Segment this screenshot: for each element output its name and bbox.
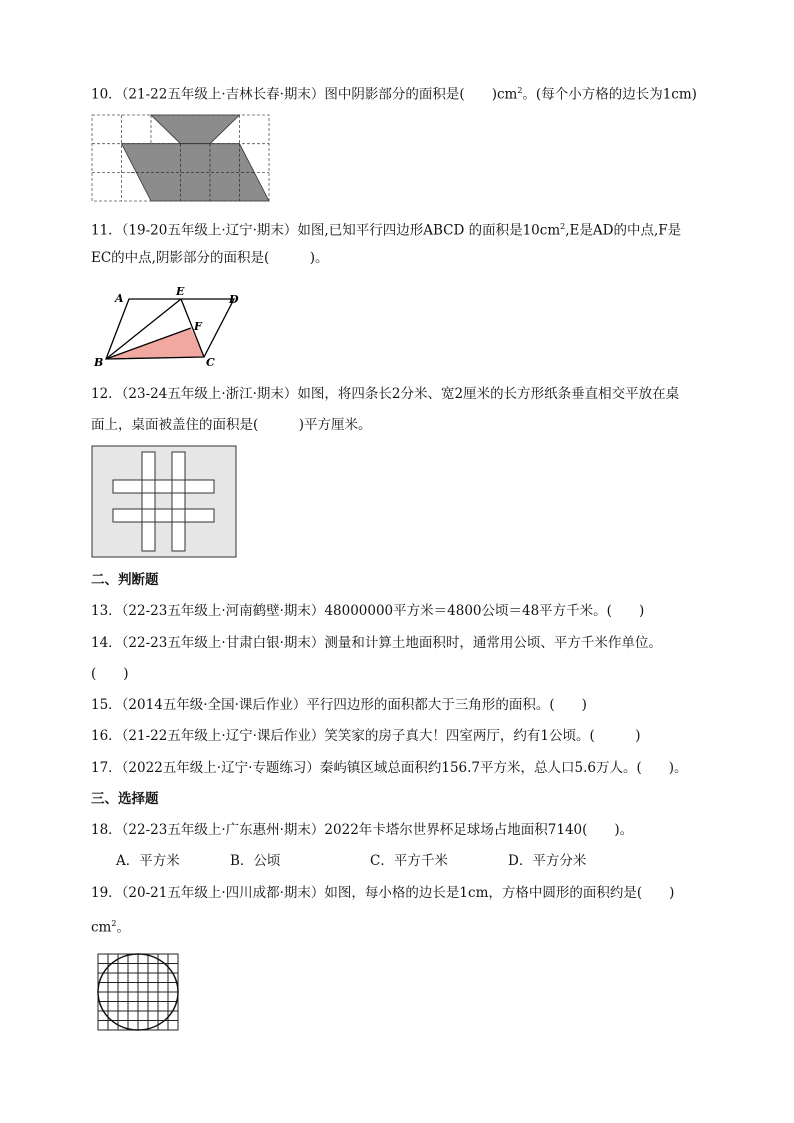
section-2-heading: 二、判断题 bbox=[91, 572, 159, 588]
q10-text: 10．（21-22五年级上·吉林长春·期末）图中阴影部分的面积是( )cm bbox=[91, 86, 518, 103]
question-13: 13．（22-23五年级上·河南鹤壁·期末）48000000平方米＝4800公顷＝48平方千米。( ) bbox=[91, 603, 645, 619]
q12-strip-vertical-1 bbox=[142, 452, 155, 551]
q11-parallelogram-figure bbox=[94, 287, 254, 367]
q11-text: 11．（19-20五年级上·辽宁·期末）如图,已知平行四边形ABCD 的面积是10cm bbox=[91, 222, 561, 239]
question-14-line2: ( ) bbox=[91, 666, 129, 682]
q19-sup: 2 bbox=[111, 919, 117, 928]
q11-label-d: D bbox=[229, 293, 239, 306]
question-17: 17．（2022五年级上·辽宁·专题练习）秦屿镇区域总面积约156.7平方米，总人口5.6万人。( )。 bbox=[91, 760, 688, 776]
question-19-line2 bbox=[91, 914, 130, 938]
q12-strip-vertical-2 bbox=[172, 452, 185, 551]
q18-option-c[interactable]: C．平方千米 bbox=[370, 853, 448, 869]
question-14: 14．（22-23五年级上·甘肃白银·期末）测量和计算土地面积时，通常用公顷、平方千米作单位。 bbox=[91, 635, 662, 651]
q11-label-c: C bbox=[206, 356, 215, 369]
q10-grid-figure bbox=[91, 114, 271, 204]
q10-text-after: 。(每个小方格的边长为1cm) bbox=[522, 86, 697, 103]
q11-sup: 2 bbox=[560, 222, 566, 231]
question-16: 16．（21-22五年级上·辽宁·课后作业）笑笑家的房子真大！四室两厅，约有1公顷。( ) bbox=[91, 728, 641, 744]
q12-strip-horizontal-2 bbox=[113, 509, 214, 522]
question-10 bbox=[91, 81, 697, 105]
question-11 bbox=[91, 217, 681, 241]
q19-circle-grid-figure bbox=[96, 952, 186, 1037]
q11-label-e: E bbox=[176, 285, 185, 298]
q18-option-a[interactable]: A．平方米 bbox=[116, 853, 180, 869]
q10-shaded-trapezoid bbox=[151, 115, 240, 144]
q11-label-f: F bbox=[194, 320, 202, 333]
q11-text-after: ,E是AD的中点,F是 bbox=[565, 222, 682, 239]
q12-strip-horizontal-1 bbox=[113, 480, 214, 493]
q18-option-b[interactable]: B．公顷 bbox=[230, 853, 281, 869]
q12-table-background bbox=[92, 446, 236, 557]
q12-strips-figure bbox=[91, 445, 241, 560]
question-19: 19．（20-21五年级上·四川成都·期末）如图，每小格的边长是1cm，方格中圆形的面积约是( ) bbox=[91, 885, 675, 901]
q11-shaded-triangle bbox=[106, 328, 204, 359]
question-18: 18．（22-23五年级上·广东惠州·期末）2022年卡塔尔世界杯足球场占地面积7140( )。 bbox=[91, 822, 634, 838]
question-11-line2: EC的中点,阴影部分的面积是( )。 bbox=[91, 250, 329, 266]
q18-option-d[interactable]: D．平方分米 bbox=[508, 853, 587, 869]
q19-text-after: 。 bbox=[116, 919, 130, 936]
q11-label-a: A bbox=[115, 292, 124, 305]
q10-sup: 2 bbox=[517, 86, 523, 95]
question-12: 12．（23-24五年级上·浙江·期末）如图，将四条长2分米、宽2厘米的长方形纸条垂直相交平放在桌 bbox=[91, 386, 680, 402]
question-12-line2: 面上，桌面被盖住的面积是( )平方厘米。 bbox=[91, 417, 372, 433]
question-15: 15．（2014五年级·全国·课后作业）平行四边形的面积都大于三角形的面积。( ) bbox=[91, 697, 587, 713]
section-3-heading: 三、选择题 bbox=[91, 791, 159, 807]
q11-label-b: B bbox=[94, 356, 104, 369]
q19-unit: cm bbox=[91, 919, 112, 936]
